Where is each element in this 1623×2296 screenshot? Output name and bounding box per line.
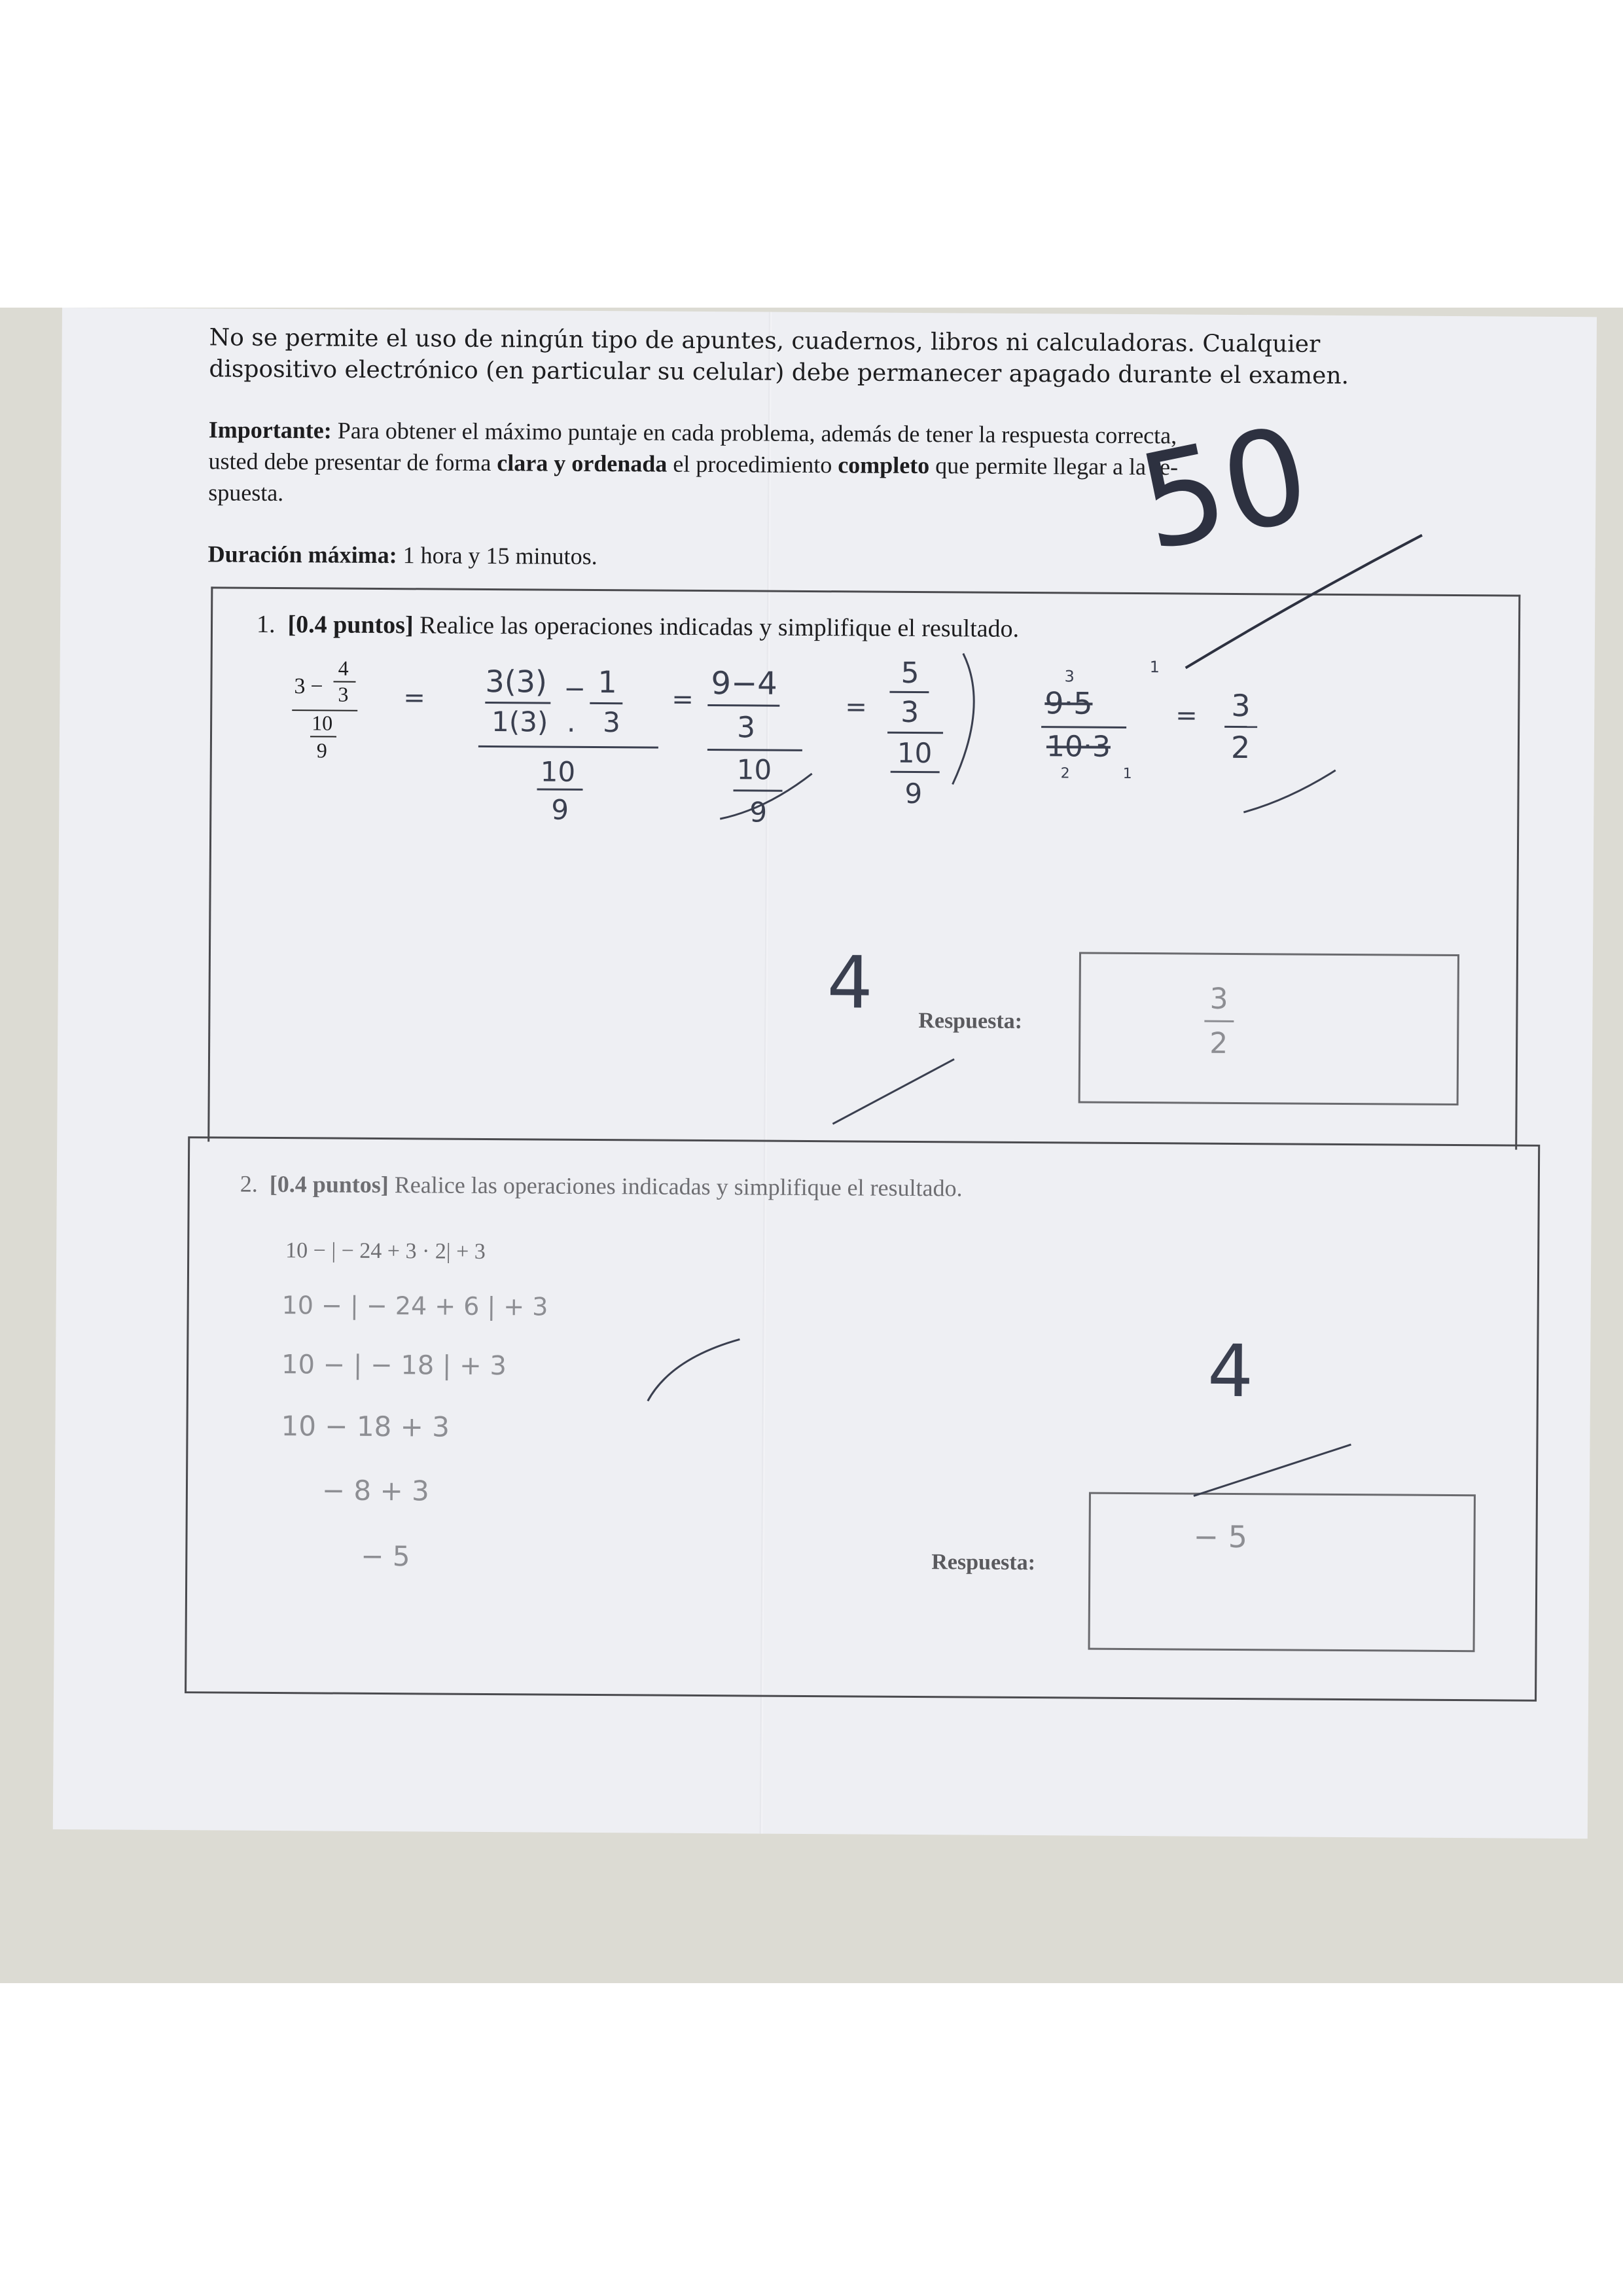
step4-small-top-left: 3 (1064, 667, 1075, 686)
step3-bottom-den: 9 (904, 777, 923, 810)
problem-1-answer-den: 2 (1209, 1026, 1228, 1060)
problem-2-step-3: 10 − 18 + 3 (281, 1410, 450, 1443)
step2-top-den: 3 (736, 711, 756, 745)
step1-dot: . (566, 706, 576, 738)
step1-top-num2: 1 (597, 664, 617, 700)
bracket-icon (953, 653, 974, 784)
expr-lower-num: 10 (312, 711, 333, 735)
check-mark-step-icon (720, 773, 812, 819)
problem-2-step-1: 10 − | − 24 + 6 | + 3 (281, 1291, 548, 1321)
important-line-2: usted debe presentar de forma clara y ordenada el procedimiento completo que permite llegar a la re- (208, 448, 1179, 480)
important-line-3: spuesta. (208, 479, 284, 507)
step1-top-den2: 3 (602, 706, 621, 739)
important-line-1: Importante: Para obtener el máximo puntaje en cada problema, además de tener la respuesta correcta, (208, 416, 1177, 449)
problem-1-answer-label: Respuesta: (918, 1009, 1023, 1033)
eq-4: = (1175, 700, 1198, 731)
grade-slash-2-icon (1194, 1444, 1351, 1497)
expr-den: 3 (338, 682, 349, 706)
expr-minus: − (310, 674, 323, 699)
check-mark-result-icon (1243, 770, 1335, 813)
rules-line-1: No se permite el uso de ningún tipo de apuntes, cuadernos, libros ni calculadoras. Cualquier (209, 324, 1321, 358)
result-num: 3 (1231, 687, 1251, 724)
expr-whole: 3 (294, 674, 306, 699)
total-grade: 50 (1127, 397, 1321, 581)
step3-bottom-num: 10 (897, 736, 933, 770)
problem-2-grade: 4 (1207, 1329, 1254, 1414)
rules-line-2: dispositivo electrónico (en particular su celular) debe permanecer apagado durante el examen. (209, 355, 1349, 390)
step4-num: 9·5 (1044, 685, 1093, 721)
step2-bottom-num: 10 (736, 753, 772, 786)
eq-2: = (671, 684, 694, 715)
photo-background (0, 308, 1623, 1983)
eq-1: = (403, 683, 426, 713)
problem-1-answer-num: 3 (1209, 982, 1228, 1016)
step4-small-bottom-right: 1 (1122, 765, 1132, 782)
exam-sheet (53, 308, 1597, 1839)
step1-bottom-num: 10 (540, 755, 576, 788)
problem-1-grade: 4 (827, 941, 874, 1025)
expr-lower-den: 9 (316, 738, 327, 762)
problem-2-answer: − 5 (1193, 1518, 1248, 1555)
step3-top-den: 3 (901, 695, 919, 730)
step1-top-num: 3(3) (485, 663, 548, 700)
step2-bottom-den: 9 (749, 796, 768, 829)
step3-top-num: 5 (901, 656, 919, 691)
problem-2-statement: 2. [0.4 puntos] Realice las operaciones indicadas y simplifique el resultado. (240, 1170, 963, 1202)
problem-2-points: [0.4 puntos] (269, 1170, 389, 1198)
step1-top-den: 1(3) (491, 706, 548, 738)
expr-num: 4 (338, 656, 349, 680)
result-den: 2 (1230, 729, 1251, 766)
problem-2-expression: 10 − | − 24 + 3 · 2| + 3 (285, 1238, 486, 1264)
problem-2-step-5: − 5 (361, 1539, 410, 1573)
problem-2-answer-label: Respuesta: (931, 1550, 1036, 1575)
problem-2-step-4: − 8 + 3 (321, 1474, 430, 1507)
step4-small-top-right: 1 (1149, 658, 1160, 677)
step2-top-num: 9−4 (711, 665, 777, 702)
duration-label: Duración máxima: (207, 541, 397, 569)
step1-minus: − (563, 673, 586, 704)
problem-1-statement: 1. [0.4 puntos] Realice las operaciones indicadas y simplifique el resultado. (256, 610, 1020, 643)
problem-2-step-2: 10 − | − 18 | + 3 (281, 1350, 507, 1382)
step1-bottom-den: 9 (551, 793, 569, 826)
step4-small-bottom-left: 2 (1060, 765, 1070, 782)
important-label: Importante: (208, 416, 332, 444)
eq-3: = (845, 692, 867, 723)
check-mark-top-icon (1186, 534, 1422, 670)
check-mark-problem-2-icon (648, 1338, 740, 1401)
duration-value: 1 hora y 15 minutos. (402, 542, 597, 570)
step4-den: 10·3 (1046, 730, 1111, 764)
grade-slash-1-icon (832, 1058, 954, 1124)
grading-marks (53, 308, 1597, 1839)
problem-1-points: [0.4 puntos] (287, 611, 414, 639)
